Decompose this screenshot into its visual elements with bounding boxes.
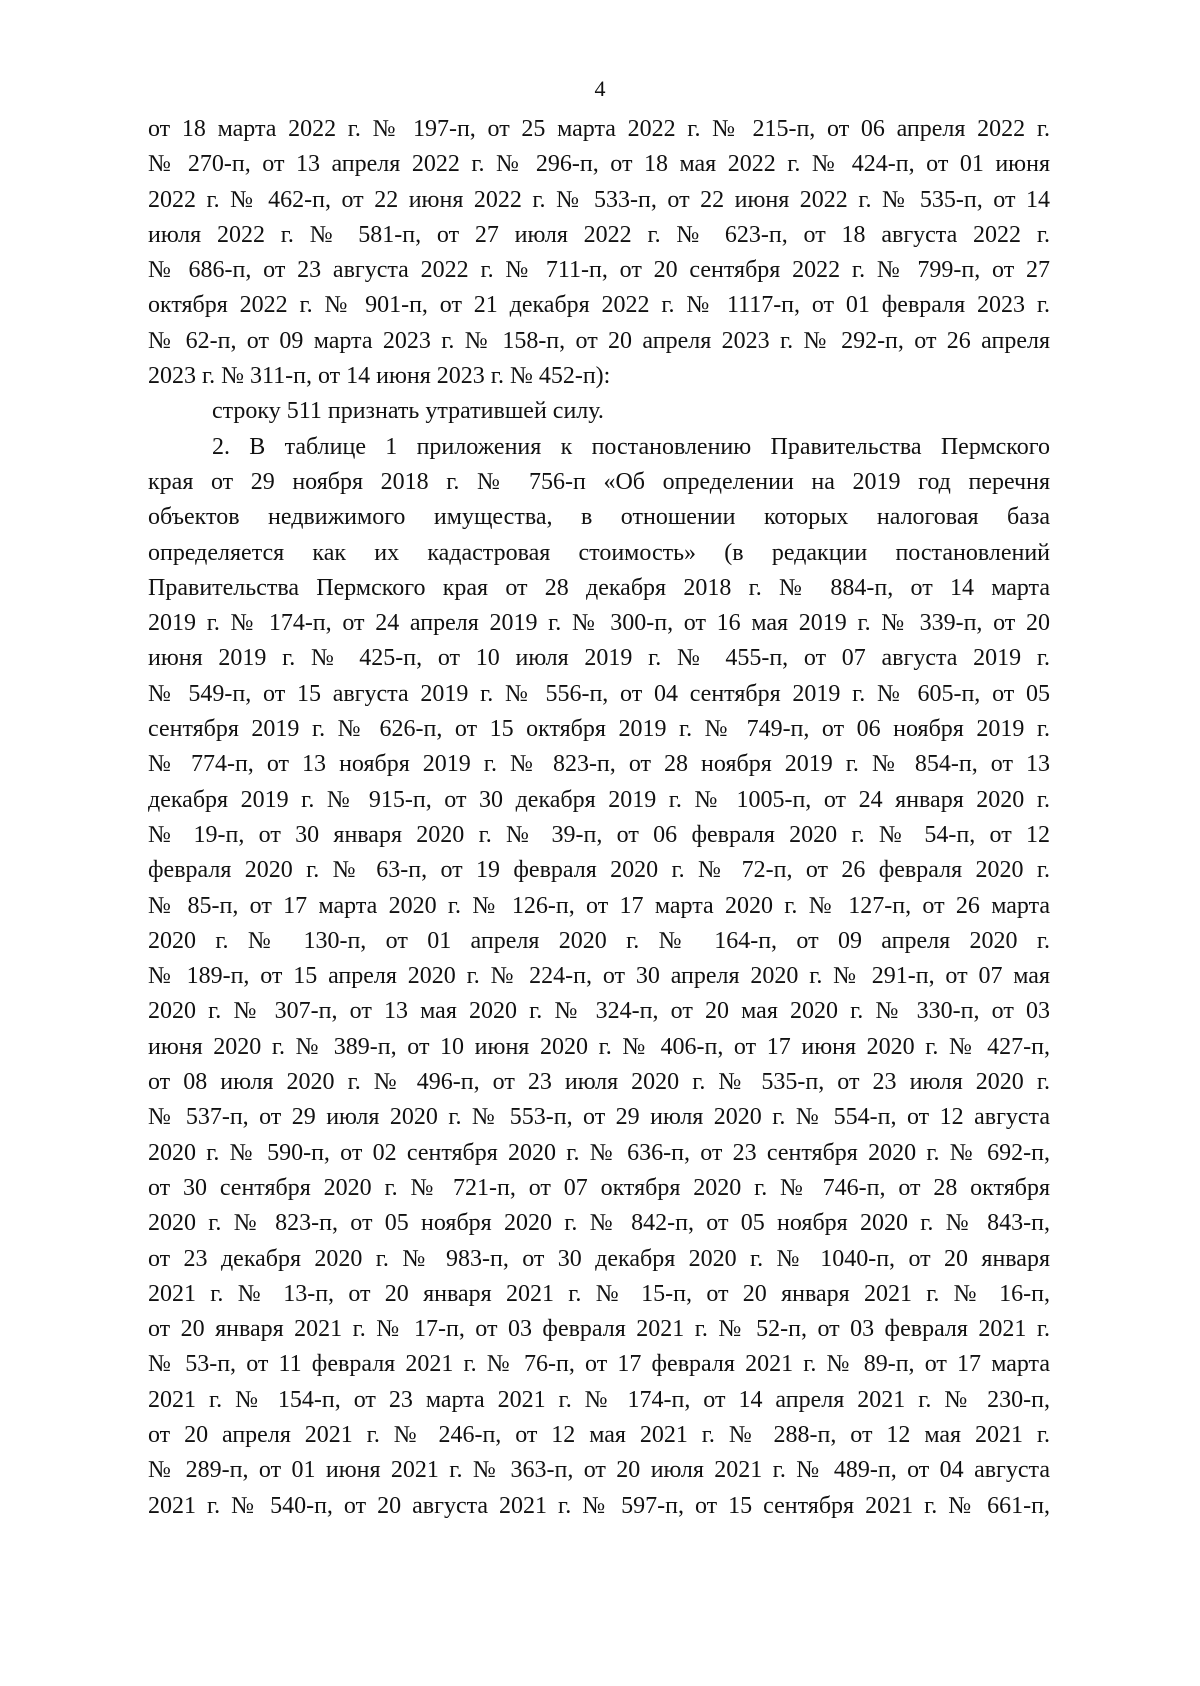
text-line: № 189-п, от 15 апреля 2020 г. № 224-п, от 30 апреля 2020 г. № 291-п, от 07 мая: [148, 963, 1050, 990]
text-line: № 53-п, от 11 февраля 2021 г. № 76-п, от 17 февраля 2021 г. № 89-п, от 17 марта: [148, 1351, 1050, 1378]
text-line: № 19-п, от 30 января 2020 г. № 39-п, от 06 февраля 2020 г. № 54-п, от 12: [148, 821, 1050, 848]
text-line: 2022 г. № 462-п, от 22 июня 2022 г. № 533-п, от 22 июня 2022 г. № 535-п, от 14: [148, 186, 1050, 213]
text-line: от 30 сентября 2020 г. № 721-п, от 07 октября 2020 г. № 746-п, от 28 октября: [148, 1174, 1050, 1201]
text-line: 2020 г. № 823-п, от 05 ноября 2020 г. № 842-п, от 05 ноября 2020 г. № 843-п,: [148, 1210, 1050, 1237]
text-line: 2021 г. № 154-п, от 23 марта 2021 г. № 174-п, от 14 апреля 2021 г. № 230-п,: [148, 1386, 1050, 1413]
text-line: № 774-п, от 13 ноября 2019 г. № 823-п, от 28 ноября 2019 г. № 854-п, от 13: [148, 751, 1050, 778]
text-line: 2023 г. № 311-п, от 14 июня 2023 г. № 452-п):: [148, 363, 611, 390]
text-line: от 20 января 2021 г. № 17-п, от 03 февраля 2021 г. № 52-п, от 03 февраля 2021 г.: [148, 1316, 1050, 1343]
text-line: 2021 г. № 540-п, от 20 августа 2021 г. № 597-п, от 15 сентября 2021 г. № 661-п,: [148, 1492, 1050, 1519]
text-line: № 686-п, от 23 августа 2022 г. № 711-п, от 20 сентября 2022 г. № 799-п, от 27: [148, 257, 1050, 284]
text-line: № 537-п, от 29 июля 2020 г. № 553-п, от 29 июля 2020 г. № 554-п, от 12 августа: [148, 1104, 1050, 1131]
text-line: Правительства Пермского края от 28 декабря 2018 г. № 884-п, от 14 марта: [148, 574, 1050, 601]
text-line: февраля 2020 г. № 63-п, от 19 февраля 2020 г. № 72-п, от 26 февраля 2020 г.: [148, 857, 1050, 884]
text-line: от 08 июля 2020 г. № 496-п, от 23 июля 2020 г. № 535-п, от 23 июля 2020 г.: [148, 1069, 1050, 1096]
text-line: 2019 г. № 174-п, от 24 апреля 2019 г. № 300-п, от 16 мая 2019 г. № 339-п, от 20: [148, 610, 1050, 637]
text-line: июля 2022 г. № 581-п, от 27 июля 2022 г. № 623-п, от 18 августа 2022 г.: [148, 221, 1050, 248]
text-line: строку 511 признать утратившей силу.: [212, 398, 604, 425]
text-line: июня 2019 г. № 425-п, от 10 июля 2019 г. № 455-п, от 07 августа 2019 г.: [148, 645, 1050, 672]
text-line: № 85-п, от 17 марта 2020 г. № 126-п, от 17 марта 2020 г. № 127-п, от 26 марта: [148, 892, 1050, 919]
text-line: № 62-п, от 09 марта 2023 г. № 158-п, от 20 апреля 2023 г. № 292-п, от 26 апреля: [148, 327, 1050, 354]
text-line: объектов недвижимого имущества, в отношении которых налоговая база: [148, 504, 1050, 531]
text-line: от 23 декабря 2020 г. № 983-п, от 30 декабря 2020 г. № 1040-п, от 20 января: [148, 1245, 1050, 1272]
text-line: края от 29 ноября 2018 г. № 756-п «Об определении на 2019 год перечня: [148, 468, 1050, 495]
text-line: 2. В таблице 1 приложения к постановлению Правительства Пермского: [212, 433, 1050, 460]
text-line: № 270-п, от 13 апреля 2022 г. № 296-п, от 18 мая 2022 г. № 424-п, от 01 июня: [148, 151, 1050, 178]
page-number: 4: [594, 76, 606, 101]
text-line: сентября 2019 г. № 626-п, от 15 октября 2019 г. № 749-п, от 06 ноября 2019 г.: [148, 716, 1050, 743]
text-line: декабря 2019 г. № 915-п, от 30 декабря 2019 г. № 1005-п, от 24 января 2020 г.: [148, 786, 1050, 813]
text-line: июня 2020 г. № 389-п, от 10 июня 2020 г. № 406-п, от 17 июня 2020 г. № 427-п,: [148, 1033, 1050, 1060]
text-line: 2020 г. № 590-п, от 02 сентября 2020 г. № 636-п, от 23 сентября 2020 г. № 692-п,: [148, 1139, 1050, 1166]
text-line: от 18 марта 2022 г. № 197-п, от 25 марта 2022 г. № 215-п, от 06 апреля 2022 г.: [148, 116, 1050, 142]
text-line: № 289-п, от 01 июня 2021 г. № 363-п, от 20 июля 2021 г. № 489-п, от 04 августа: [148, 1457, 1050, 1484]
text-line: октября 2022 г. № 901-п, от 21 декабря 2022 г. № 1117-п, от 01 февраля 2023 г.: [148, 292, 1050, 319]
text-line: определяется как их кадастровая стоимость» (в редакции постановлений: [148, 539, 1050, 566]
text-line: 2020 г. № 130-п, от 01 апреля 2020 г. № 164-п, от 09 апреля 2020 г.: [148, 927, 1050, 954]
text-line: 2020 г. № 307-п, от 13 мая 2020 г. № 324-п, от 20 мая 2020 г. № 330-п, от 03: [148, 998, 1050, 1025]
text-line: 2021 г. № 13-п, от 20 января 2021 г. № 15-п, от 20 января 2021 г. № 16-п,: [148, 1280, 1050, 1307]
text-line: от 20 апреля 2021 г. № 246-п, от 12 мая 2021 г. № 288-п, от 12 мая 2021 г.: [148, 1421, 1050, 1448]
document-body: [148, 112, 1050, 1524]
text-line: № 549-п, от 15 августа 2019 г. № 556-п, от 04 сентября 2019 г. № 605-п, от 05: [148, 680, 1050, 707]
